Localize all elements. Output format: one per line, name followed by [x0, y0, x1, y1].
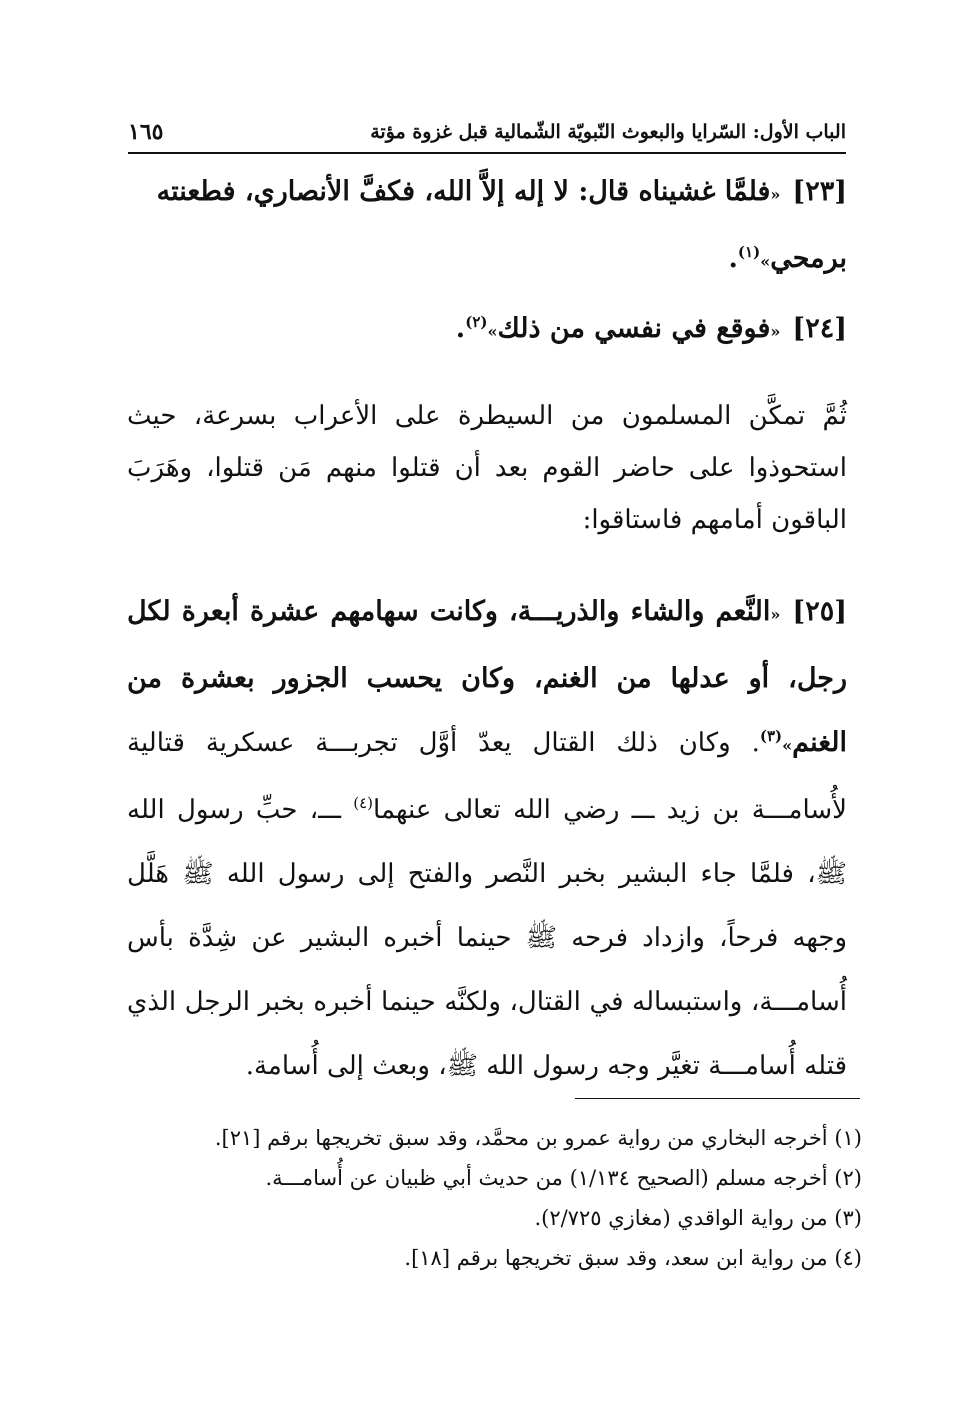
page-number: ١٦٥ — [128, 119, 164, 145]
footnote-1: (١) أخرجه البخاري من رواية عمرو بن محمَّد، وقد سبق تخريجها برقم [٢١]. — [214, 1126, 862, 1150]
footnote-ref: (٣) — [759, 727, 783, 745]
footnote-ref: (١) — [737, 243, 761, 261]
hadith-text: النَّعم والشاء والذريـــة، وكانت سهامهم عشرة أبعرة لكل رجل، أو عدلها من الغنم، وكان يحسب الجزور بعشرة من الغنم — [127, 596, 847, 758]
footnotes — [122, 1118, 862, 1278]
footnote-ref: (٤) — [353, 794, 374, 812]
hadith-text: فلمَّا غشيناه قال: لا إله إلاَّ الله، فكفَّ الأنصاري، فطعنته برمحي — [156, 176, 847, 274]
hadith-25: [٢٥]«النَّعم والشاء والذريـــة، وكانت سهامهم عشرة أبعرة لكل رجل، أو عدلها من الغنم، وكان يحسب الجزور بعشرة من الغنم»$^{(٣)}$. وكان ذلك القتال يعدّ أوَّل تجربـــة عسكرية قتالية لأُسامـــة بن زيد ـــ رضي الله تعالى عنهما$^{(٤)}$ ـــ، حبِّ رسول الله ﷺ، فلمَّا جاء البشير بخبر النَّصر والفتح إلى رسول الله ﷺ هَلَّل وجهه فرحاً، وازداد فرحه ﷺ حينما أخبره البشير عن شِدَّة بأس أُسامـــة، واستبساله في القتال، ولكنَّه حينما أخبره بخبر الرجل الذي قتله أُسامـــة تغيَّر وجه رسول الله ﷺ، وبعث إلى أُسامة. — [127, 596, 848, 1081]
hadith-23: [٢٣]«فلمَّا غشيناه قال: لا إله إلاَّ الله، فكفَّ الأنصاري، فطعنته برمحي»$^{(١)}$. — [156, 176, 847, 274]
hadith-number: [٢٣] — [792, 176, 847, 207]
footnote-2: (٢) أخرجه مسلم (الصحيح ١/١٣٤) من حديث أبي ظبيان عن أُسامـــة. — [265, 1166, 862, 1190]
hadith-number: [٢٥] — [792, 596, 847, 627]
narrative-continuation: ـــ، حبِّ رسول الله ﷺ، فلمَّا جاء البشير بخبر النَّصر والفتح إلى رسول الله ﷺ هَلَّل وجهه فرحاً، وازداد فرحه ﷺ حينما أخبره البشير عن شِدَّة بأس أُسامـــة، واستبساله في القتال، ولكنَّه حينما أخبره بخبر الرجل الذي قتله أُسامـــة تغيَّر وجه رسول الله ﷺ، وبعث إلى أُسامة. — [127, 795, 847, 1081]
narrative-continuation: . وكان ذلك القتال يعدّ أوَّل تجربـــة عسكرية قتالية لأُسامـــة بن زيد ـــ رضي الله تعالى عنهما — [127, 728, 848, 825]
page-header — [128, 112, 846, 154]
footnote-4: (٤) من رواية ابن سعد، وقد سبق تخريجها برقم [١٨]. — [404, 1246, 862, 1270]
footnote-3: (٣) من رواية الواقدي (مغازي ٢/٧٢٥). — [534, 1206, 862, 1230]
footnote-separator — [575, 1098, 860, 1099]
footnote-ref: (٢) — [465, 313, 488, 331]
narrative-paragraph: ثُمَّ تمكَّن المسلمون من السيطرة على الأعراب بسرعة، حيث استحوذوا على حاضر القوم بعد أن قتلوا منهم مَن قتلوا، وهَرَبَ الباقون أمامهم فاستاقوا: — [127, 401, 847, 535]
hadith-24: [٢٤]«فوقع في نفسي من ذلك»$^{(٢)}$. — [455, 313, 847, 344]
running-title: الباب الأول: السّرايا والبعوث النّبويّة الشّمالية قبل غزوة مؤتة — [370, 121, 846, 143]
hadith-text: فوقع في نفسي من ذلك — [497, 313, 771, 344]
hadith-number: [٢٤] — [792, 313, 847, 344]
